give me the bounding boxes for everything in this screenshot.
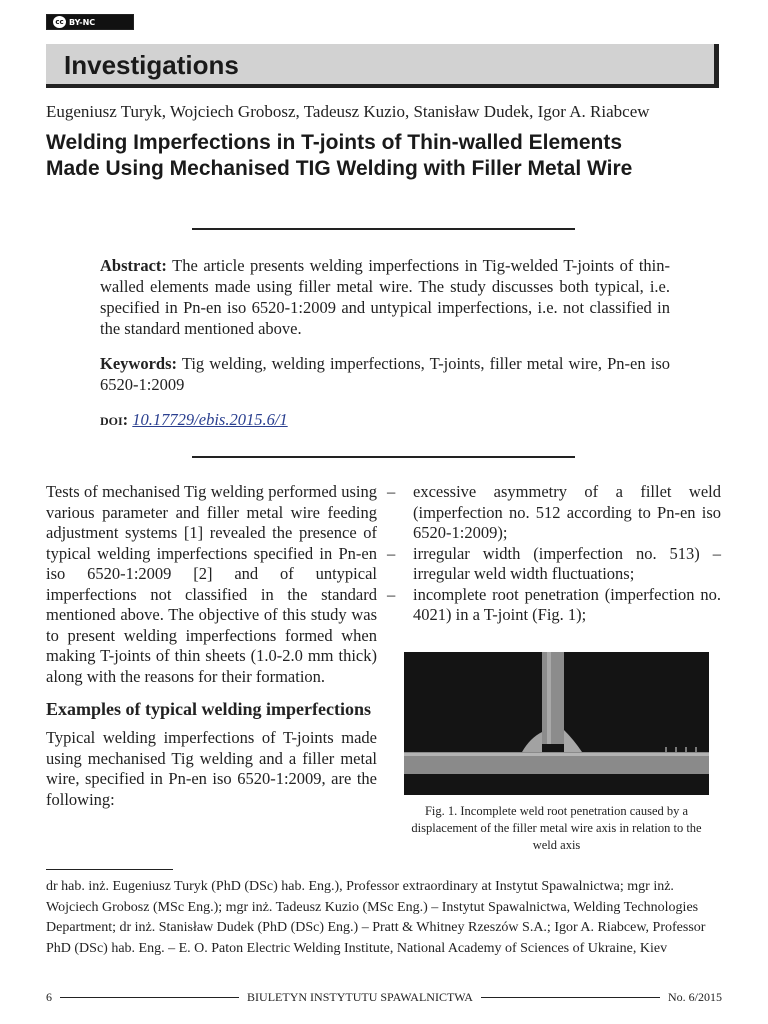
doi-label: doi:: [100, 410, 129, 429]
abstract-divider: [192, 456, 575, 458]
authors: Eugeniusz Turyk, Wojciech Grobosz, Tadeusz Kuzio, Stanisław Dudek, Igor A. Riabcew: [46, 102, 650, 121]
keywords-text: Tig welding, welding imperfections, T-joints, filler metal wire, Pn-en iso 6520-1:2009: [100, 354, 670, 394]
list-item: – excessive asymmetry of a fillet weld (imperfection no. 512 according to Pn-en iso 6520-1:2009);: [387, 482, 721, 544]
right-column: [387, 482, 721, 626]
footer-rule-left: [60, 997, 239, 998]
issue-number: No. 6/2015: [668, 990, 723, 1004]
doi: [100, 409, 670, 430]
footnote-divider: [46, 869, 173, 870]
journal-name: BIULETYN INSTYTUTU SPAWALNICTWA: [247, 990, 473, 1004]
top-divider: [192, 228, 575, 230]
title-line-1: Welding Imperfections in T-joints of Thin-walled Elements: [46, 131, 622, 154]
imperfection-list: [387, 482, 721, 626]
abstract-label: Abstract:: [100, 256, 167, 275]
list-item: – incomplete root penetration (imperfection no. 4021) in a T-joint (Fig. 1);: [387, 585, 721, 626]
license-badge-label: BY-NC: [69, 17, 96, 27]
doi-link[interactable]: 10.17729/ebis.2015.6/1: [132, 410, 288, 429]
weld-micrograph-image: [404, 652, 709, 795]
page-footer: [46, 990, 722, 1005]
footnote-affiliations: dr hab. inż. Eugeniusz Turyk (PhD (DSc) hab. Eng.), Professor extraordinary at Instytut Spawalnictwa; mgr inż. Wojciech Grobosz (MSc Eng.); mgr inż. Tadeusz Kuzio (MSc Eng.) – Instytut Spawalnictwa, Welding Technologies Department; dr inż. Stanisław Dudek (PhD (DSc) Eng.) – Pratt & Whitney Rzeszów S.A.; Igor A. Riabcew, Professor PhD (DSc) hab. Eng. – E. O. Paton Electric Welding Institute, National Academy of Sciences of Ukraine, Kiev: [46, 879, 706, 956]
creative-commons-icon: cc: [53, 16, 66, 28]
footer-rule-right: [481, 997, 660, 998]
list-item: – irregular width (imperfection no. 513) – irregular weld width fluctuations;: [387, 544, 721, 585]
page-number: 6: [46, 990, 52, 1004]
title-line-2: Made Using Mechanised TIG Welding with Filler Metal Wire: [46, 157, 633, 180]
article-title: [46, 130, 736, 182]
cc-license-badge: [46, 14, 134, 30]
intro-paragraph: Tests of mechanised Tig welding performed using various parameter and filler metal wire feeding adjustment systems [1] revealed the presence of typical welding imperfections specified in Pn-en iso 6520-1:2009 [2] and of untypical imperfections not classified in the standard mentioned above. The objective of this study was to present welding imperfections formed when making T-joints of thin sheets (1.0-2.0 mm thick) along with the reasons for their formation.: [46, 482, 377, 686]
figure-weld-photo: [404, 652, 709, 795]
left-column: [46, 482, 377, 810]
section-header: [46, 44, 719, 88]
heading-examples: Examples of typical welding imperfections: [46, 699, 371, 719]
abstract-block: [100, 255, 670, 444]
keywords: [100, 353, 670, 395]
abstract: [100, 255, 670, 339]
section-title: Investigations: [64, 50, 239, 80]
figure-caption: Fig. 1. Incomplete weld root penetration caused by a displacement of the filler metal wire axis in relation to the weld axis: [411, 804, 702, 852]
keywords-label: Keywords:: [100, 354, 177, 373]
abstract-text: The article presents welding imperfections in Tig-welded T-joints of thin-walled elements made using filler metal wire. The study discusses both typical, i.e. specified in Pn-en iso 6520-1:2009 and untypical imperfections, i.e. not classified in the standard mentioned above.: [100, 256, 671, 338]
typical-paragraph: Typical welding imperfections of T-joints made using mechanised Tig welding and a filler metal wire, specified in Pn-en iso 6520-1:2009, are the following:: [46, 728, 377, 809]
